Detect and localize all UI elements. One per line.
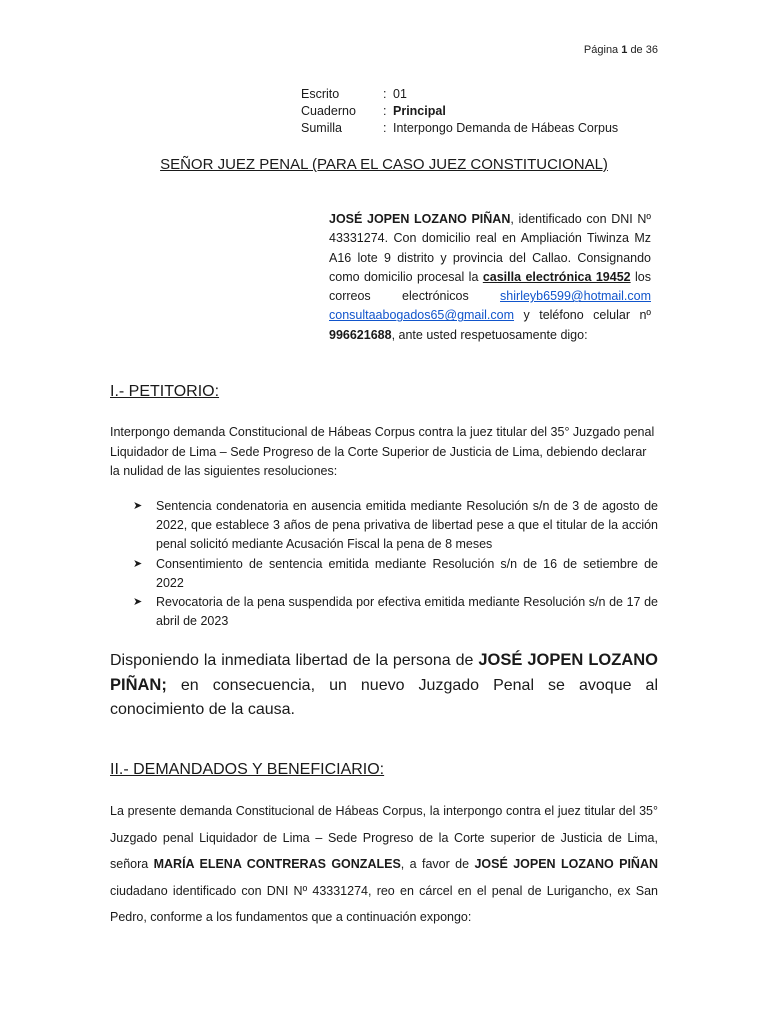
plaintiff-name: JOSÉ JOPEN LOZANO PIÑAN bbox=[329, 212, 511, 226]
meta-value: Principal bbox=[393, 104, 446, 118]
closing-text: Disponiendo la inmediata libertad de la persona de bbox=[110, 652, 479, 669]
resolutions-list bbox=[133, 497, 658, 631]
list-item-text: Sentencia condenatoria en ausencia emitida mediante Resolución s/n de 3 de agosto de 2022, que establece 3 años de pena privativa de libertad pese a que el titular de la acción penal solicitó mediante Acusación Fiscal la pena de 8 meses bbox=[156, 499, 658, 552]
page-current: 1 bbox=[621, 44, 628, 56]
meta-sep: : bbox=[383, 104, 387, 118]
meta-row-escrito bbox=[301, 86, 618, 103]
petitorio-paragraph: Interpongo demanda Constitucional de Hábeas Corpus contra la juez titular del 35° Juzgado penal Liquidador de Lima – Sede Progreso de la Corte Superior de Justicia de Lima, debiendo declarar la nulidad de las siguientes resoluciones: bbox=[110, 425, 655, 478]
meta-sep: : bbox=[383, 121, 387, 135]
section-title-demandados: II.- DEMANDADOS Y BENEFICIARIO: bbox=[110, 761, 385, 778]
phone-number: 996621688 bbox=[329, 327, 392, 342]
meta-sep: : bbox=[383, 87, 387, 101]
page-total: 36 bbox=[645, 44, 658, 56]
demandados-text: La presente demanda Constitucional de Hábeas Corpus, la interpongo contra el juez titular del 35° Juzgado penal Liquidador de Lima – Sede Progreso de la Corte superior de Justicia de Lima, señora bbox=[110, 804, 658, 871]
closing-text: en consecuencia, un nuevo Juzgado Penal se avoque al conocimiento de la causa. bbox=[110, 677, 658, 718]
demandados-text: , a favor de bbox=[400, 857, 475, 871]
meta-value: Interpongo Demanda de Hábeas Corpus bbox=[393, 121, 619, 135]
document-metadata bbox=[301, 86, 618, 137]
list-item bbox=[133, 497, 658, 555]
meta-row-cuaderno bbox=[301, 103, 618, 120]
judge-name: MARÍA ELENA CONTRERAS GONZALES bbox=[153, 857, 401, 871]
meta-key: Escrito bbox=[301, 87, 340, 101]
email-link-1[interactable]: shirleyb6599@hotmail.com bbox=[500, 289, 651, 304]
page-label: Página bbox=[583, 44, 619, 56]
page-number bbox=[584, 44, 658, 56]
document-heading: SEÑOR JUEZ PENAL (PARA EL CASO JUEZ CONSTITUCIONAL) bbox=[160, 156, 608, 173]
casilla-electronica: casilla electrónica 19452 bbox=[482, 269, 631, 284]
section-title-petitorio: I.- PETITORIO: bbox=[110, 383, 220, 400]
arrow-bullet-icon: ➤ bbox=[133, 500, 143, 512]
arrow-bullet-icon: ➤ bbox=[133, 557, 143, 570]
list-item-text: Revocatoria de la pena suspendida por efectiva emitida mediante Resolución s/n de 17 de abril de 2023 bbox=[156, 595, 658, 629]
list-item bbox=[133, 593, 658, 631]
intro-text: los correos electrónicos bbox=[329, 269, 652, 304]
beneficiary-name: JOSÉ JOPEN LOZANO PIÑAN bbox=[474, 857, 659, 871]
meta-key: Sumilla bbox=[301, 121, 342, 135]
arrow-bullet-icon: ➤ bbox=[133, 596, 143, 609]
list-item bbox=[133, 555, 658, 593]
meta-row-sumilla bbox=[301, 120, 618, 137]
email-link-2[interactable]: consultaabogados65@gmail.com bbox=[329, 308, 515, 323]
intro-text: y teléfono celular nº bbox=[514, 308, 651, 323]
petitorio-closing bbox=[110, 648, 658, 722]
intro-text: , identificado con DNI Nº 43331274. Con domicilio real en Ampliación Tiwinza Mz A16 lote 9 distrito y provincia del Callao. Consignando como domicilio procesal la bbox=[329, 212, 651, 284]
demandados-text: ciudadano identificado con DNI Nº 43331274, reo en cárcel en el penal de Lurigancho, ex San Pedro, conforme a los fundamentos que a continuación expongo: bbox=[110, 883, 658, 924]
intro-paragraph bbox=[329, 210, 651, 345]
meta-value: 01 bbox=[393, 87, 407, 101]
page-sep: de bbox=[630, 44, 643, 56]
meta-key: Cuaderno bbox=[301, 104, 356, 118]
list-item-text: Consentimiento de sentencia emitida mediante Resolución s/n de 16 de setiembre de 2022 bbox=[156, 556, 658, 590]
closing-name: JOSÉ JOPEN LOZANO PIÑAN; bbox=[110, 651, 659, 694]
intro-text: , ante usted respetuosamente digo: bbox=[391, 327, 588, 342]
demandados-paragraph bbox=[110, 798, 658, 931]
